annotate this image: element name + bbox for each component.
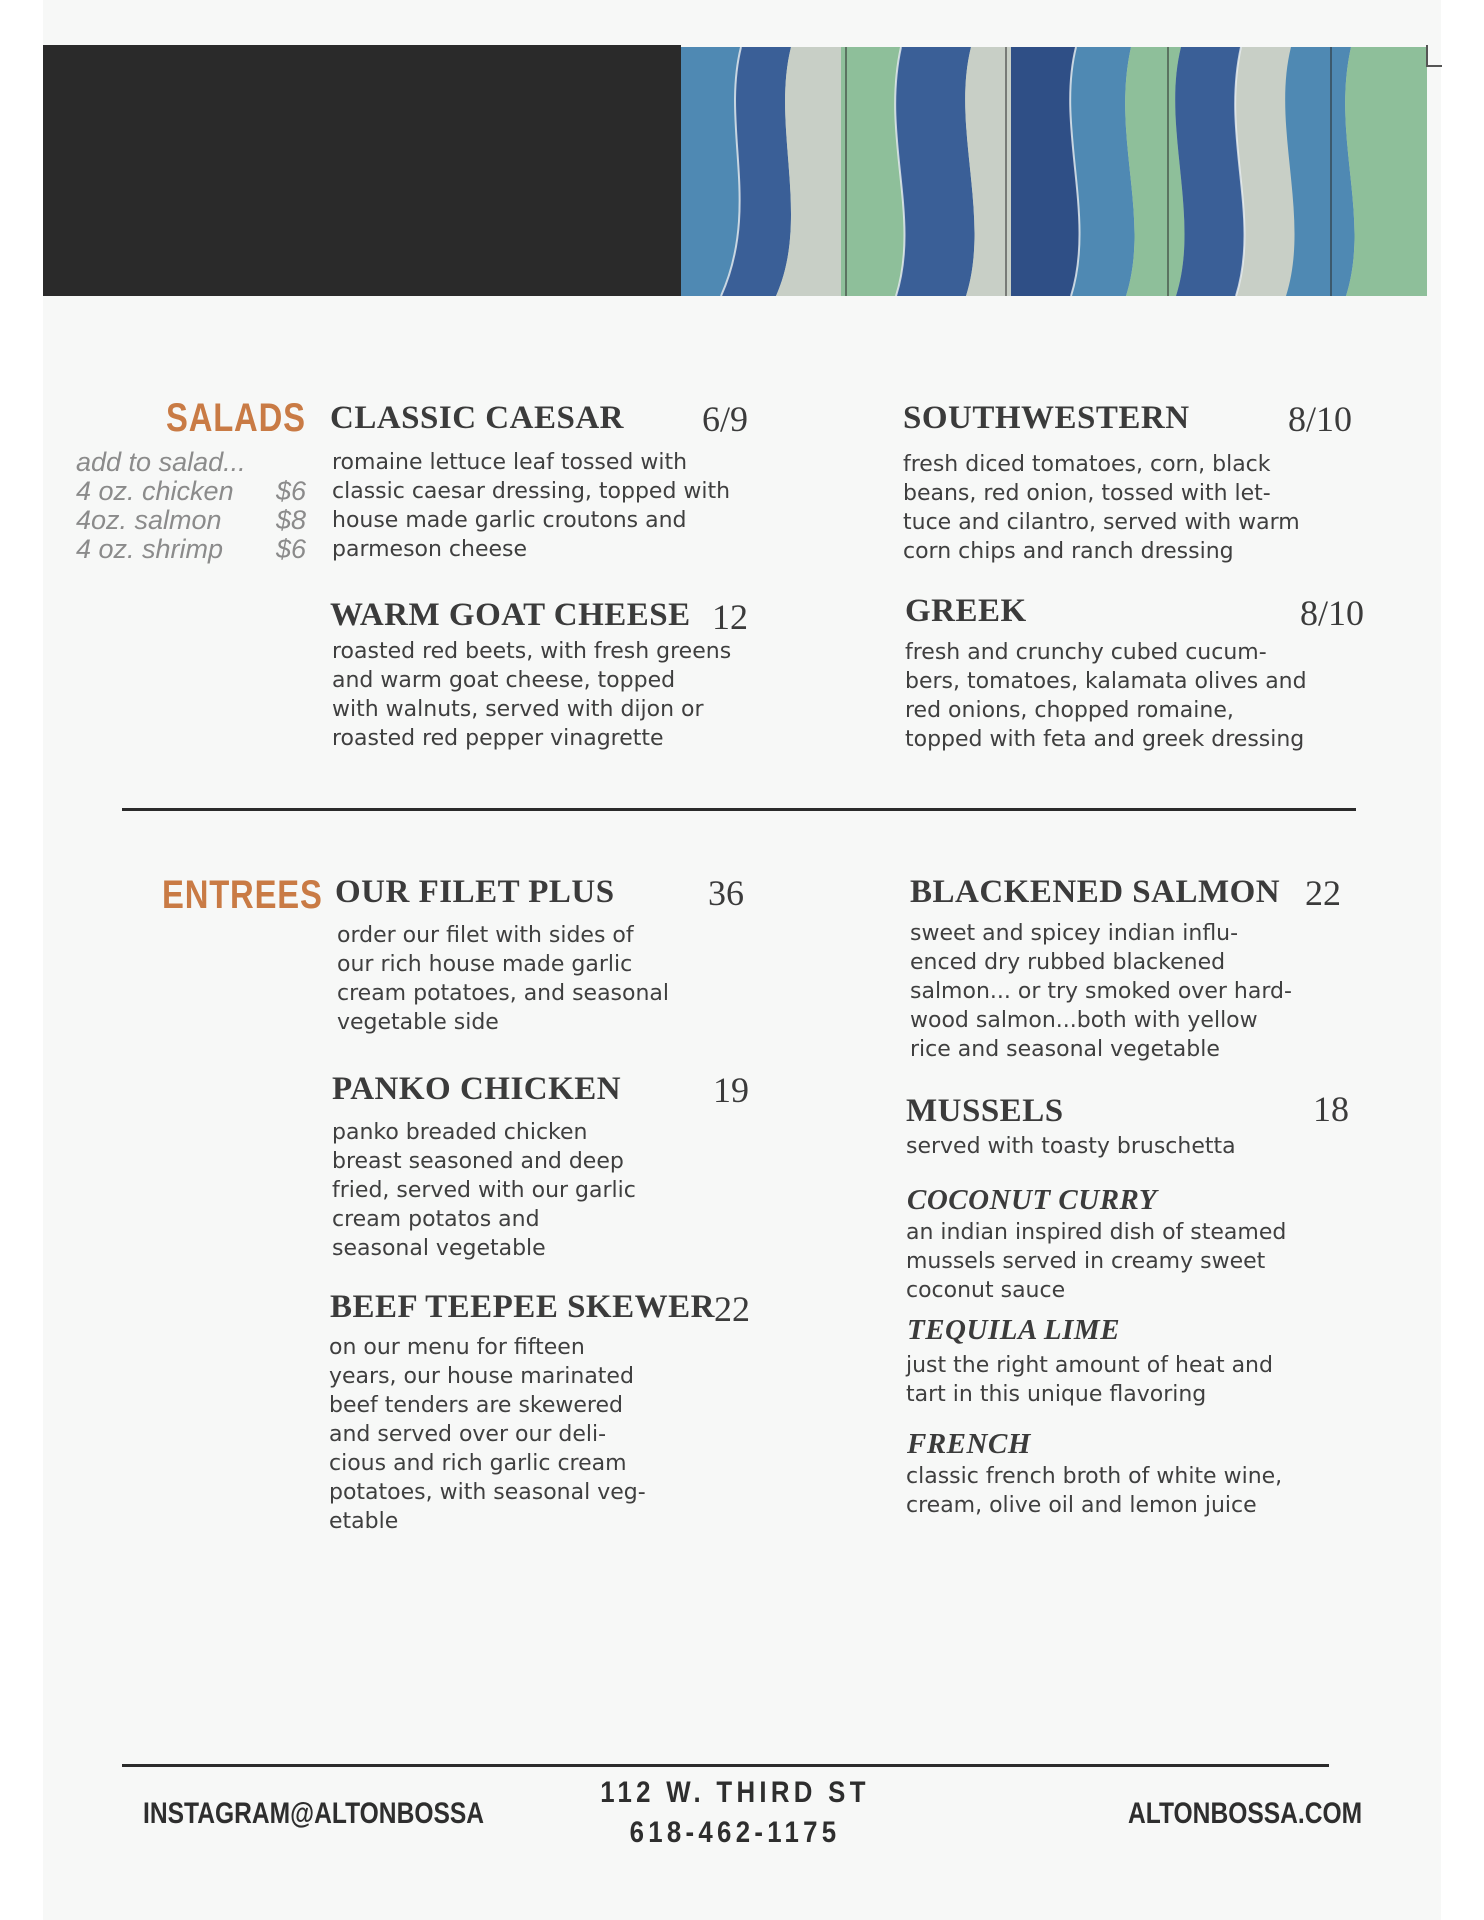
addon-name: 4oz. salmon — [76, 505, 222, 535]
menu-item-price: 36 — [708, 873, 744, 913]
mussel-style-description: just the right amount of heat and tart in this unique flavoring — [906, 1353, 1273, 1407]
menu-item-description: served with toasty bruschetta — [906, 1134, 1236, 1159]
addon-row — [76, 477, 306, 506]
addon-row — [76, 506, 306, 535]
addon-price: $8 — [275, 505, 306, 535]
header-banner — [43, 45, 681, 296]
menu-item-price: 12 — [712, 597, 748, 637]
address: 112 W. THIRD ST — [600, 1776, 870, 1809]
menu-item-name: WARM GOAT CHEESE — [330, 597, 691, 633]
menu-item-name: OUR FILET PLUS — [335, 874, 615, 910]
menu-item-name: SOUTHWESTERN — [903, 400, 1190, 436]
menu-item-description: sweet and spicey indian influ- enced dry rubbed blackened salmon... or try smoked over hard- wood salmon...both with yellow rice and seasonal vegetable — [910, 921, 1292, 1062]
menu-item-price: 8/10 — [1288, 399, 1353, 439]
header-art-image — [681, 47, 1427, 296]
menu-item-description: order our filet with sides of our rich house made garlic cream potatoes, and seasonal vegetable side — [337, 923, 670, 1035]
menu-item-name: BEEF TEEPEE SKEWER — [330, 1289, 715, 1325]
menu-item-price: 22 — [1305, 873, 1341, 913]
footer-divider — [122, 1764, 1329, 1767]
salad-addons — [76, 448, 306, 564]
menu-item-price: 8/10 — [1300, 593, 1365, 633]
addon-row — [76, 535, 306, 564]
menu-item-price: 18 — [1313, 1089, 1349, 1129]
mussel-style-description: classic french broth of white wine, cream, olive oil and lemon juice — [906, 1464, 1283, 1518]
mussel-style-name: FRENCH — [907, 1428, 1031, 1460]
menu-item-name: BLACKENED SALMON — [910, 874, 1281, 910]
addon-name: 4 oz. shrimp — [76, 534, 224, 564]
menu-item-description: roasted red beets, with fresh greens and warm goat cheese, topped with walnuts, served with dijon or roasted red pepper vinagrette — [332, 639, 732, 751]
menu-item-price: 22 — [714, 1289, 750, 1329]
menu-item-name: MUSSELS — [906, 1093, 1064, 1129]
mussel-style-name: COCONUT CURRY — [907, 1184, 1158, 1216]
salads-heading: SALADS — [166, 396, 306, 440]
menu-item-description: panko breaded chicken breast seasoned and deep fried, served with our garlic cream potatos and seasonal vegetable — [332, 1120, 636, 1261]
addon-price: $6 — [275, 534, 306, 564]
menu-item-name: CLASSIC CAESAR — [330, 400, 624, 436]
menu-item-description: romaine lettuce leaf tossed with classic caesar dressing, topped with house made garlic croutons and parmeson cheese — [332, 450, 731, 562]
website-link[interactable]: ALTONBOSSA.COM — [1128, 1797, 1363, 1830]
menu-item-name: PANKO CHICKEN — [332, 1071, 622, 1107]
mussel-style-description: an indian inspired dish of steamed mussels served in creamy sweet coconut sauce — [906, 1220, 1287, 1303]
entrees-heading: ENTREES — [162, 873, 323, 917]
section-divider — [122, 808, 1356, 811]
menu-item-description: fresh diced tomatoes, corn, black beans, red onion, tossed with let- tuce and cilantro, served with warm corn chips and ranch dressing — [903, 452, 1300, 564]
addon-heading: add to salad... — [76, 447, 246, 477]
phone-number[interactable]: 618-462-1175 — [629, 1816, 841, 1849]
instagram-handle[interactable]: INSTAGRAM@ALTONBOSSA — [143, 1797, 485, 1830]
menu-item-description: on our menu for fifteen years, our house marinated beef tenders are skewered and served over our deli- cious and rich garlic cream potatoes, with seasonal veg- etable — [329, 1335, 646, 1534]
corner-crop-mark — [1426, 45, 1442, 67]
menu-item-price: 19 — [713, 1070, 749, 1110]
menu-item-description: fresh and crunchy cubed cucum- bers, tomatoes, kalamata olives and red onions, chopped romaine, topped with feta and greek dressing — [905, 640, 1307, 752]
menu-item-price: 6/9 — [702, 399, 749, 439]
addon-name: 4 oz. chicken — [76, 476, 234, 506]
addon-price: $6 — [275, 476, 306, 506]
mussel-style-name: TEQUILA LIME — [907, 1314, 1121, 1346]
menu-item-name: GREEK — [905, 593, 1027, 629]
